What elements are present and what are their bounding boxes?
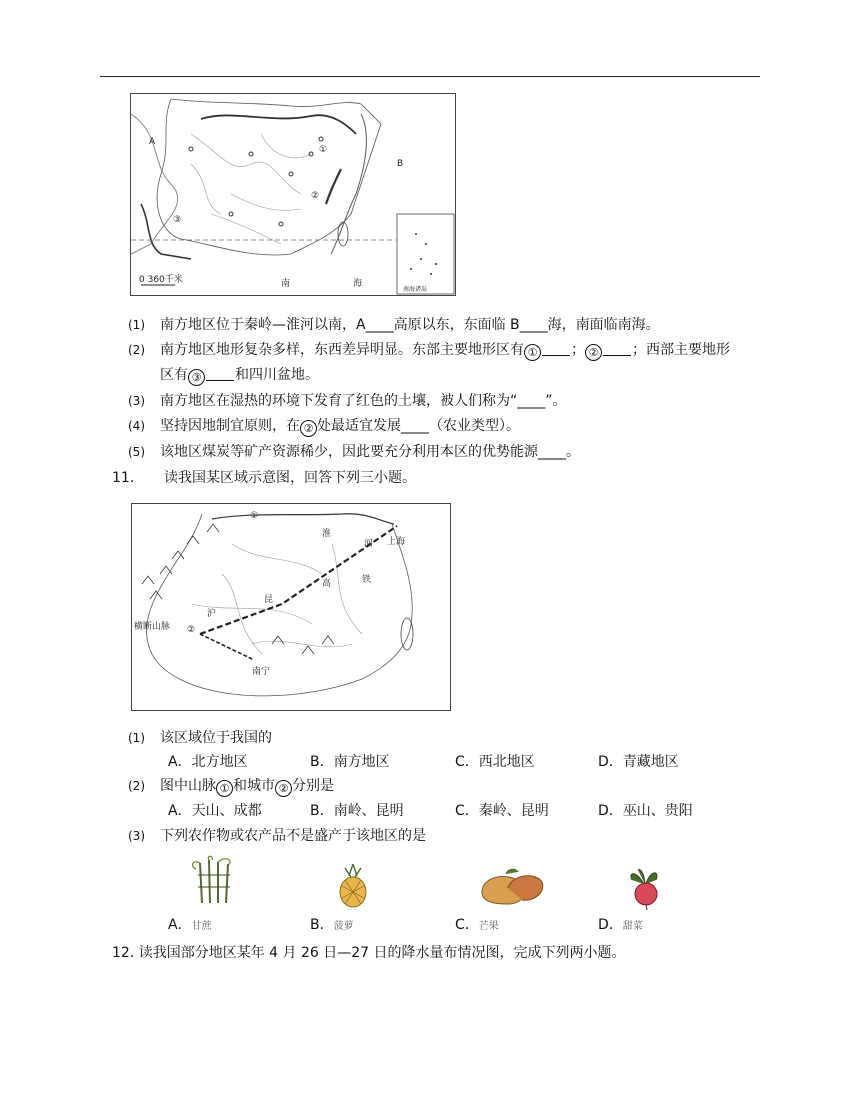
mango-picture: [478, 866, 546, 910]
circle-2: ②: [585, 344, 602, 361]
map1-label-a: A: [149, 137, 156, 147]
map2-nanning: 南宁: [252, 667, 271, 677]
circle-1: ①: [524, 344, 541, 361]
map2-gao: 高: [322, 579, 332, 589]
map1-label-3: ③: [173, 215, 182, 225]
q10-1-text: 南方地区位于秦岭—淮河以南，A____高原以东，东面临 B____海，南面临南海。: [160, 317, 660, 333]
blank: [206, 366, 234, 381]
map2-c1: ①: [250, 511, 259, 521]
map1-label-1: ①: [319, 145, 328, 155]
mango-caption: 芒果: [478, 921, 499, 932]
q10-1-number: (1): [128, 318, 145, 332]
q11-1-option-a[interactable]: A．北方地区: [168, 754, 248, 770]
q10-3-number: (3): [128, 394, 145, 408]
circle-2: ②: [300, 420, 317, 437]
q11-1-option-b[interactable]: B．南方地区: [310, 754, 390, 770]
q11-2-text: 图中山脉 ① 和城市 ② 分别是: [160, 778, 334, 795]
sugarcane-caption: 甘蔗: [191, 921, 212, 932]
pineapple-picture: [333, 862, 373, 908]
q11-1-text: 该区域位于我国的: [160, 730, 272, 746]
sugar-beet-picture: [624, 866, 666, 910]
map2-kun: 昆: [264, 595, 274, 605]
q11-2-option-a[interactable]: A．天山、成都: [168, 803, 262, 819]
q10-5-number: (5): [128, 445, 145, 459]
q11-2-number: (2): [128, 779, 145, 793]
circle-2: ②: [275, 780, 292, 797]
q11-3-number: (3): [128, 829, 145, 843]
q11-2-option-b[interactable]: B．南岭、昆明: [310, 803, 404, 819]
map2-huai: 淮: [322, 529, 332, 539]
map1-label-2: ②: [311, 191, 320, 201]
q11-stem: 11. 读我国某区域示意图，回答下列三小题。: [112, 470, 416, 486]
map2-he: 河: [364, 539, 374, 549]
q11-2-option-d[interactable]: D．巫山、贵阳: [598, 803, 693, 819]
q10-4-number: (4): [128, 419, 145, 433]
map1-inset-label: 南海诸岛: [403, 286, 428, 293]
map2-shanghai: 上海: [387, 537, 406, 547]
q12-stem: 12. 读我国部分地区某年 4 月 26 日—27 日的降水量布情况图，完成下列两小题。: [112, 945, 626, 961]
q11-3-option-d[interactable]: D．甜菜: [598, 917, 643, 933]
circle-3: ③: [188, 369, 205, 386]
blank: [542, 341, 570, 356]
map2-tie: 铁: [362, 575, 372, 585]
q11-3-text: 下列农作物或农产品不是盛产于该地区的是: [160, 828, 426, 844]
map1-sea-label: 南: [281, 279, 291, 289]
blank: [603, 341, 631, 356]
sugarcane-picture: [190, 855, 240, 905]
map1-sea-label2: 海: [353, 279, 363, 289]
q11-3-option-c[interactable]: C．芒果: [455, 917, 499, 933]
map2-c2: ②: [187, 625, 196, 635]
q11-3-option-a[interactable]: A．甘蔗: [168, 917, 212, 933]
header-rule: [100, 76, 760, 77]
south-china-map: [130, 93, 456, 296]
q10-2-number: (2): [128, 343, 145, 357]
region-map: [131, 503, 451, 711]
q11-3-option-b[interactable]: B．菠萝: [310, 917, 354, 933]
map1-scale: 0 360千米: [139, 275, 183, 285]
q11-1-option-c[interactable]: C．西北地区: [455, 754, 535, 770]
map2-hu: 沪: [207, 609, 217, 619]
q11-1-number: (1): [128, 731, 145, 745]
map2-hengduan: 横断山脉: [134, 622, 171, 632]
q10-2-line1: 南方地区地形复杂多样，东西差异明显。东部主要地形区有 ① ； ② ；西部主要地形: [160, 342, 730, 359]
pineapple-caption: 菠萝: [333, 921, 354, 932]
q11-1-option-d[interactable]: D．青藏地区: [598, 754, 679, 770]
map1-label-b: B: [397, 159, 404, 169]
circle-1: ①: [216, 780, 233, 797]
q10-4-text: 坚持因地制宜原则，在 ② 处最适宜发展____（农业类型）。: [160, 418, 520, 435]
q10-3-text: 南方地区在湿热的环境下发育了红色的土壤，被人们称为“____”。: [160, 393, 567, 409]
q10-5-text: 该地区煤炭等矿产资源稀少，因此要充分利用本区的优势能源____。: [160, 444, 580, 460]
sugar-beet-caption: 甜菜: [622, 921, 643, 932]
q10-2-line2: 区有 ③ 和四川盆地。: [160, 367, 319, 384]
q11-2-option-c[interactable]: C．秦岭、昆明: [455, 803, 549, 819]
